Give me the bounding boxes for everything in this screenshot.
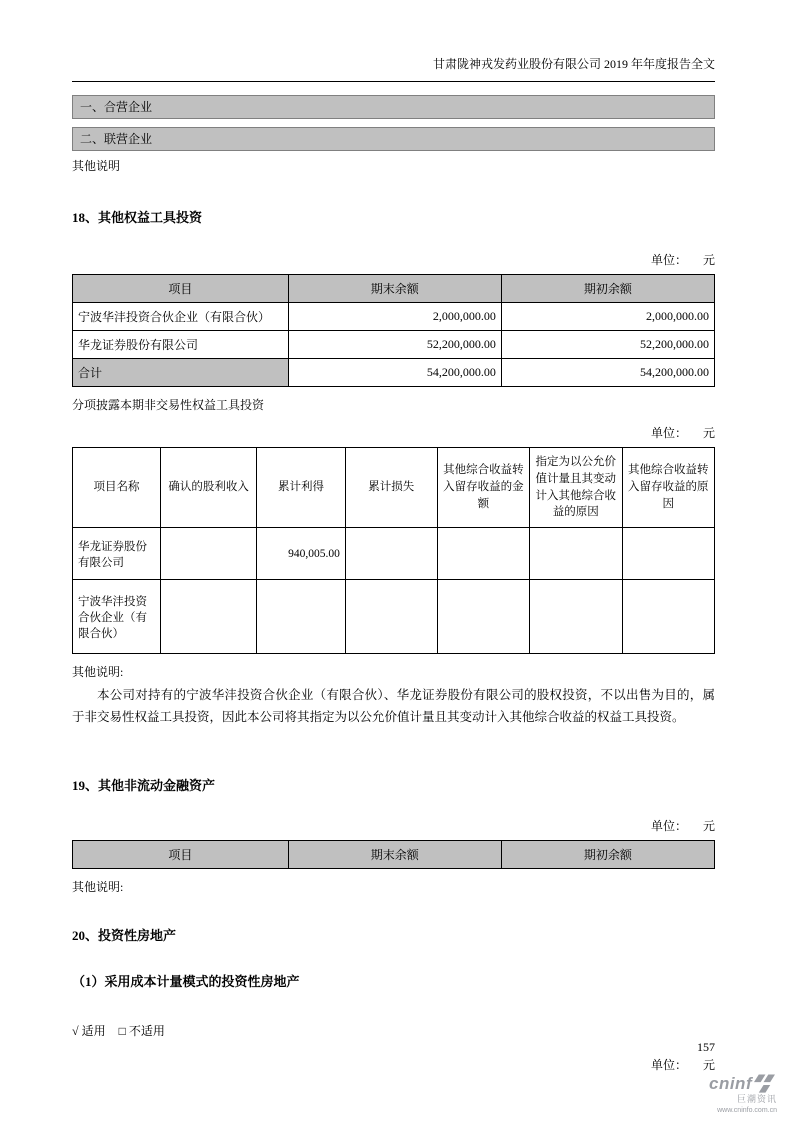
cell-total-label: 合计 <box>73 359 289 387</box>
cell-loss <box>345 580 437 654</box>
cell-total-closing: 54,200,000.00 <box>288 359 501 387</box>
logo-subtext <box>709 1094 777 1115</box>
other-note-label: 其他说明: <box>72 879 124 894</box>
table-header-row <box>73 448 715 528</box>
section-19-title: 19、其他非流动金融资产 <box>72 777 216 793</box>
unit-line <box>72 424 715 441</box>
col-header-name: 项目名称 <box>73 448 161 528</box>
col-header-item: 项目 <box>73 840 289 868</box>
unit-line <box>72 251 715 268</box>
applicable-check: √ 适用 <box>72 1023 106 1038</box>
col-header-transfer-reason: 其他综合收益转入留存收益的原因 <box>622 448 714 528</box>
equity-investment-table <box>72 274 715 387</box>
unit-value: 元 <box>702 426 715 440</box>
cell-opening: 52,200,000.00 <box>501 331 714 359</box>
col-header-closing: 期末余额 <box>288 275 501 303</box>
page-number: 157 <box>697 1040 715 1054</box>
section-bar-joint-venture <box>72 95 715 119</box>
not-applicable-check: □ 不适用 <box>118 1023 165 1038</box>
table-row <box>73 303 715 331</box>
col-header-item: 项目 <box>73 275 289 303</box>
non-trading-equity-detail-table <box>72 447 715 654</box>
cell-designation-reason <box>530 528 622 580</box>
col-header-dividend: 确认的股利收入 <box>160 448 256 528</box>
col-header-opening: 期初余额 <box>501 275 714 303</box>
section-20-title: 20、投资性房地产 <box>72 927 177 943</box>
explanation-paragraph: 本公司对持有的宁波华沣投资合伙企业（有限合伙）、华龙证券股份有限公司的股权投资，不以出售为目的，属于非交易性权益工具投资，因此本公司将其指定为以公允价值计量且其变动计入其他综合收益的权益工具投资。 <box>72 688 715 724</box>
cell-loss <box>345 528 437 580</box>
unit-line <box>72 1056 715 1073</box>
cell-dividend <box>160 528 256 580</box>
col-header-designation-reason: 指定为以公允价值计量且其变动计入其他综合收益的原因 <box>530 448 622 528</box>
unit-label: 单位： <box>650 253 687 267</box>
logo-text: cninf <box>709 1074 753 1093</box>
unit-value: 元 <box>702 253 715 267</box>
unit-line <box>72 817 715 834</box>
cell-oci-transfer <box>437 528 529 580</box>
unit-label: 单位： <box>650 818 687 833</box>
table-row <box>73 331 715 359</box>
section-bar-label: 二、联营企业 <box>80 132 153 146</box>
cell-transfer-reason <box>622 580 714 654</box>
col-header-oci-transfer: 其他综合收益转入留存收益的金额 <box>437 448 529 528</box>
col-header-closing: 期末余额 <box>288 840 501 868</box>
section-bar-label: 一、合营企业 <box>80 100 153 114</box>
cell-total-opening: 54,200,000.00 <box>501 359 714 387</box>
cell-dividend <box>160 580 256 654</box>
cell-gain: 940,005.00 <box>257 528 346 580</box>
applicability-line <box>72 1022 715 1039</box>
cell-gain <box>257 580 346 654</box>
cninfo-logo-icon <box>754 1074 777 1094</box>
table-row <box>73 528 715 580</box>
cell-closing: 52,200,000.00 <box>288 331 501 359</box>
cell-item: 宁波华沣投资合伙企业（有限合伙） <box>73 303 289 331</box>
document-header <box>72 55 715 82</box>
col-header-gain: 累计利得 <box>257 448 346 528</box>
header-title: 甘肃陇神戎发药业股份有限公司 2019 年年度报告全文 <box>432 57 715 71</box>
cell-oci-transfer <box>437 580 529 654</box>
cell-name: 华龙证券股份有限公司 <box>73 528 161 580</box>
other-noncurrent-financial-assets-table <box>72 840 715 869</box>
logo-chinese-name: 巨潮资讯 <box>736 1094 777 1104</box>
subsection-1-title: （1）采用成本计量模式的投资性房地产 <box>72 973 300 989</box>
unit-value: 元 <box>702 1057 715 1072</box>
cell-closing: 2,000,000.00 <box>288 303 501 331</box>
col-header-opening: 期初余额 <box>501 840 714 868</box>
section-18-title: 18、其他权益工具投资 <box>72 210 203 225</box>
other-note: 其他说明 <box>72 159 121 173</box>
other-note-label: 其他说明: <box>72 665 124 679</box>
cell-opening: 2,000,000.00 <box>501 303 714 331</box>
cell-item: 华龙证券股份有限公司 <box>73 331 289 359</box>
logo-url: www.cninfo.com.cn <box>717 1106 777 1114</box>
table-header-row <box>73 840 715 868</box>
total-row <box>73 359 715 387</box>
cninfo-logo <box>709 1074 777 1115</box>
unit-label: 单位： <box>650 426 687 440</box>
cell-designation-reason <box>530 580 622 654</box>
unit-label: 单位： <box>650 1057 687 1072</box>
table-row <box>73 580 715 654</box>
unit-value: 元 <box>702 818 715 833</box>
table-header-row <box>73 275 715 303</box>
subnote: 分项披露本期非交易性权益工具投资 <box>72 398 265 412</box>
cell-transfer-reason <box>622 528 714 580</box>
col-header-loss: 累计损失 <box>345 448 437 528</box>
section-bar-associated-enterprise <box>72 127 715 151</box>
cell-name: 宁波华沣投资合伙企业（有限合伙） <box>73 580 161 654</box>
